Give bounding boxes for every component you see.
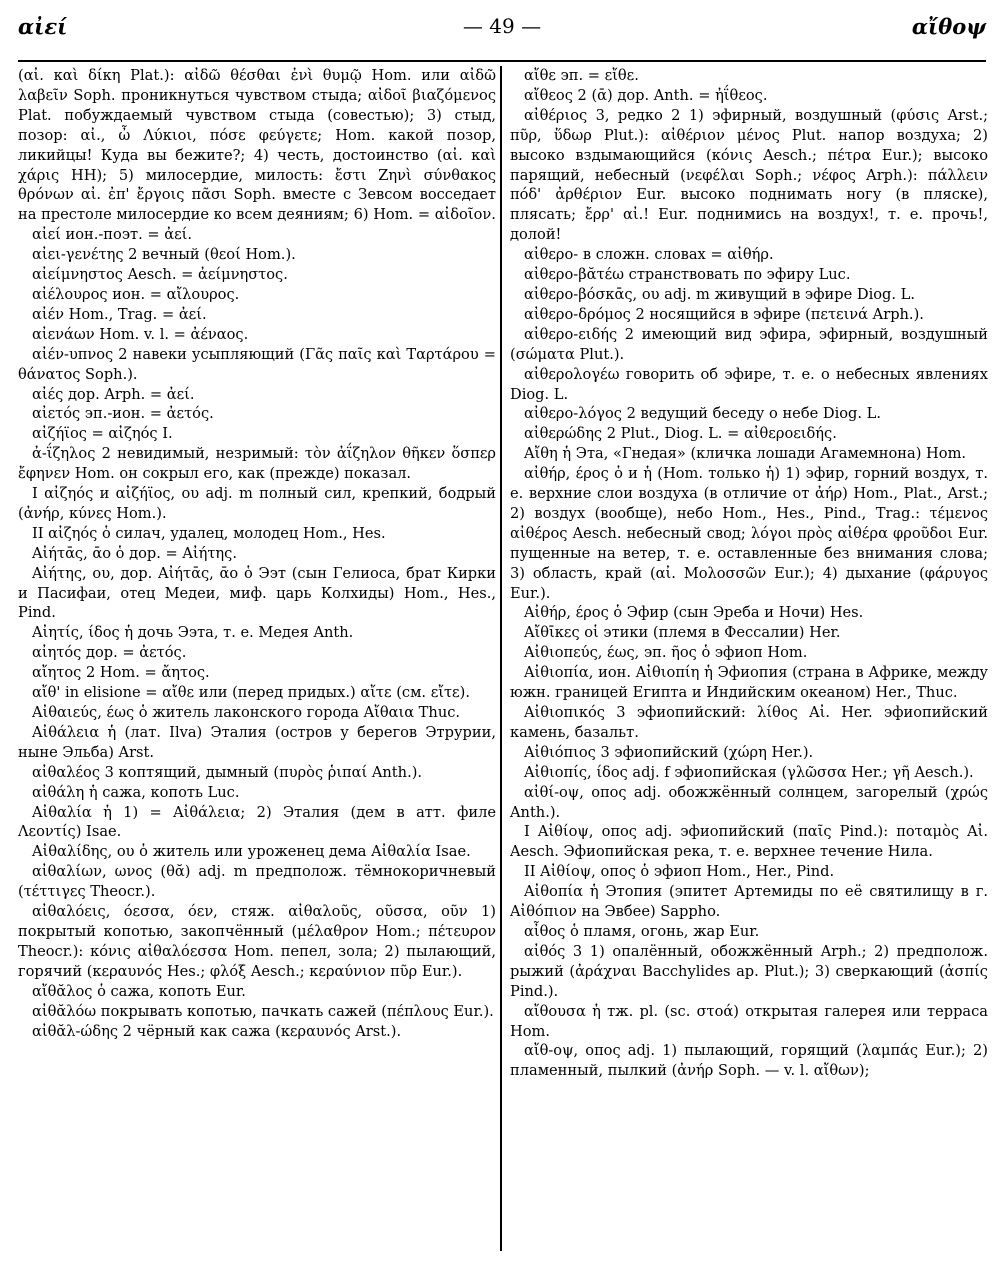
- dictionary-entry: αἰενάων Hom. v. l. = ἀέναος.: [32, 325, 249, 343]
- dictionary-entry: αἰθᾰλόω покрывать копотью, пачкать сажей (πέπλους Eur.).: [32, 1002, 494, 1020]
- dictionary-entry: αἰθερο-λόγος 2 ведущий беседу о небе Diog. L.: [524, 405, 881, 423]
- dictionary-entry: Αἴθη ἡ Эта, «Гнедая» (кличка лошади Агамемнона) Hom.: [524, 445, 967, 463]
- dictionary-entry: αἰείμνηστος Aesch. = ἀείμνηστος.: [32, 266, 288, 284]
- dictionary-entry: αἰθερο-ειδής 2 имеющий вид эфира, эфирный, воздушный (σώματα Plut.).: [510, 325, 988, 363]
- dictionary-entry: αἴθεος 2 (ᾱ) дор. Anth. = ἠΐθεος.: [524, 86, 768, 104]
- dictionary-entry: Αἰθιοπίς, ίδος adj. f эфиопийская (γλῶσσα Her.; γῆ Aesch.).: [524, 763, 974, 781]
- dictionary-entry: αἴθ-οψ, οπος adj. 1) пылающий, горящий (λαμπάς Eur.); 2) пламенный, пылкий (ἀνήρ Soph. — v. l. αἴθων);: [510, 1042, 988, 1080]
- dictionary-entry: αἰθάλη ἡ сажа, копоть Luc.: [32, 783, 240, 801]
- dictionary-entry: ἀ-ΐζηλος 2 невидимый, незримый: τὸν ἀΐζηλον θῆκεν ὅσπερ ἔφηνεν Hom. он сокрыл его, как (прежде) показал.: [18, 445, 496, 483]
- left-running-headword: αἰεί: [18, 14, 68, 39]
- dictionary-entry: Αἴθῑκες οἱ этики (племя в Фессалии) Her.: [524, 624, 841, 642]
- dictionary-entry: αἰει-γενέτης 2 вечный (θεοί Hom.).: [32, 246, 296, 264]
- dictionary-entry: αἰθερο-βᾰτέω странствовать по эфиру Luc.: [524, 266, 851, 284]
- left-column: [18, 66, 496, 1041]
- dictionary-entry: αἰθᾰλ-ώδης 2 чёрный как сажа (κεραυνός Arst.).: [32, 1022, 402, 1040]
- dictionary-entry: Αἰθιοπεύς, έως, эп. ῆος ὁ эфиоп Hom.: [524, 644, 808, 662]
- right-column: [510, 66, 988, 1081]
- dictionary-entry: αἰθαλίων, ωνος (θᾰ) adj. m предполож. тёмнокоричневый (τέττιγες Theocr.).: [18, 863, 496, 901]
- dictionary-entry: αἰθερο-δρόμος 2 носящийся в эфире (πετεινά Arph.).: [524, 305, 924, 323]
- dictionary-entry: I Αἰθίοψ, οπος adj. эфиопийский (παῖς Pind.): ποταμὸς Αἰ. Aesch. Эфиопийская река, т. е. верхнее течение Нила.: [510, 823, 988, 861]
- column-divider: [500, 66, 502, 1251]
- dictionary-entry: (αἰ. καὶ δίκη Plat.): αἰδῶ θέσθαι ἐνὶ θυμῷ Hom. или αἰδῶ λαβεῖν Soph. проникнуться чувством стыда; αἰδοῖ βιαζόμενος Plat. побуждаемый чувством стыда (совестью); 3) стыд, позор: αἰ., ὦ Λύκιοι, πόσε φεύγετε; Hom. какой позор, ликийцы! Куда вы бежите?; 4) честь, достоинство (αἰ. καὶ χάρις HH); 5) милосердие, милость: ἔστι Ζηνὶ σύνθακος θρόνων αἰ. ἐπ' ἔργοις πᾶσι Soph. вместе с Зевсом восседает на престоле милосердие ко всем деяниям; 6) Hom. = αἰδοῖον.: [18, 67, 496, 224]
- dictionary-entry: Αἰθήρ, έρος ὁ Эфир (сын Эреба и Ночи) Hes.: [524, 604, 864, 622]
- dictionary-entry: Αἰθοπία ἡ Этопия (эпитет Артемиды по её святилищу в г. Αἰθόπιον на Эвбее) Sappho.: [510, 883, 988, 921]
- dictionary-entry: αἰθαλόεις, όεσσα, όεν, стяж. αἰθαλοῦς, οῦσσα, οῦν 1) покрытый копотью, закопчённый (μέλαθρον Hom.; πέτευρον Theocr.): κόνις αἰθαλόεσσα Hom. пепел, зола; 2) пылающий, горячий (κεραυνός Hes.; φλόξ Aesch.; κεραύνιον πῦρ Eur.).: [18, 903, 496, 980]
- dictionary-entry: Αἰθιοπικός 3 эфиопийский: λίθος Αἰ. Her. эфиопийский камень, базальт.: [510, 704, 988, 741]
- dictionary-entry: Αἰθιοπία, ион. Αἰθιοπίη ἡ Эфиопия (страна в Африке, между южн. границей Египта и Индийским океаном) Her., Thuc.: [510, 664, 988, 702]
- dictionary-entry: II Αἰθίοψ, οπος ὁ эфиоп Hom., Her., Pind.: [524, 863, 835, 881]
- page-header: [18, 14, 986, 44]
- dictionary-entry: αἰέλουρος ион. = αἴλουρος.: [32, 285, 240, 303]
- dictionary-entry: II αἰζηός ὁ силач, удалец, молодец Hom., Hes.: [32, 524, 386, 542]
- dictionary-entry: Αἰήτᾱς, ᾱο ὁ дор. = Αἰήτης.: [32, 544, 237, 562]
- right-running-headword: αἴθοψ: [911, 14, 986, 39]
- dictionary-entry: αἰθερο-βόσκᾱς, ου adj. m живущий в эфире Diog. L.: [524, 285, 915, 303]
- dictionary-entry: Αἰητίς, ίδος ἡ дочь Ээта, т. е. Медея Anth.: [32, 624, 354, 642]
- dictionary-entry: αἰετός эп.-ион. = ἀετός.: [32, 405, 214, 423]
- dictionary-entry: αἰθήρ, έρος ὁ и ἡ (Hom. только ἡ) 1) эфир, горний воздух, т. е. верхние слои воздуха (в отличие от ἀήρ) Hom., Plat., Arst.; 2) воздух (вообще), небо Hom., Hes., Pind., Trag.: τέμενος αἰθέρος Aesch. небесный свод; λόγοι πρὸς αἰθέρα φροῦδοι Eur. пущенные на ветер, т. е. оставленные без внимания слова; 3) область, край (αἰ. Μολοσσῶν Eur.); 4) дыхание (φάρυγος Eur.).: [510, 465, 988, 602]
- dictionary-entry: αἰζήϊος = αἰζηός I.: [32, 425, 173, 443]
- dictionary-entry: αἰθερώδης 2 Plut., Diog. L. = αἰθεροειδής.: [524, 425, 837, 443]
- dictionary-entry: αἴθᾰλος ὁ сажа, копоть Eur.: [32, 982, 246, 1000]
- dictionary-entry: αἶθος ὁ пламя, огонь, жар Eur.: [524, 922, 760, 940]
- dictionary-entry: αἰές дор. Arph. = ἀεί.: [32, 385, 195, 403]
- dictionary-entry: Αἰθάλεια ἡ (лат. Ilva) Эталия (остров у берегов Этрурии, ныне Эльба) Arst.: [18, 723, 496, 761]
- dictionary-entry: αἰθός 3 1) опалённый, обожжённый Arph.; 2) предполож. рыжий (ἀράχναι Bacchylides ap. Plut.); 3) сверкающий (ἀσπίς Pind.).: [510, 942, 988, 1000]
- dictionary-entry: I αἰζηός и αἰζήϊος, ου adj. m полный сил, крепкий, бодрый (ἀνήρ, κύνες Hom.).: [18, 485, 496, 522]
- dictionary-entry: αἰθαλέος 3 коптящий, дымный (πυρὸς ῥιπαί Anth.).: [32, 763, 423, 781]
- dictionary-entry: Αἰθαλίδης, ου ὁ житель или уроженец дема Αἰθαλία Isae.: [32, 843, 471, 861]
- dictionary-entry: αἴητος 2 Hom. = ἄητος.: [32, 664, 210, 682]
- dictionary-entry: Αἰθαλία ἡ 1) = Αἰθάλεια; 2) Эталия (дем в атт. филе Λεοντίς) Isae.: [18, 803, 496, 841]
- dictionary-entry: Αἰήτης, ου, дор. Αἰήτᾱς, ᾱο ὁ Ээт (сын Гелиоса, брат Кирки и Пасифаи, отец Медеи, миф. царь Колхиды) Hom., Hes., Pind.: [18, 564, 496, 622]
- dictionary-entry: αἰθί-οψ, οπος adj. обожжённый солнцем, загорелый (χρώς Anth.).: [510, 783, 988, 821]
- dictionary-entry: Αἰθιόπιος 3 эфиопийский (χώρη Her.).: [524, 743, 814, 761]
- dictionary-entry: αἰέν Hom., Trag. = ἀεί.: [32, 305, 207, 323]
- page-number: — 49 —: [462, 14, 542, 38]
- dictionary-entry: αἰθερολογέω говорить об эфире, т. е. о небесных явлениях Diog. L.: [510, 365, 988, 403]
- dictionary-entry: αἴθουσα ἡ тж. pl. (sc. στοά) открытая галерея или терраса Hom.: [510, 1002, 988, 1040]
- dictionary-entry: αἰητός дор. = ἀετός.: [32, 644, 187, 662]
- dictionary-entry: αἰθερο- в сложн. словах = αἰθήρ.: [524, 246, 774, 264]
- dictionary-entry: Αἰθαιεύς, έως ὁ житель лаконского города Αἴθαια Thuc.: [32, 704, 461, 721]
- dictionary-entry: αἰέν-υπνος 2 навеки усыпляющий (Γᾶς παῖς καὶ Ταρτάρου = θάνατος Soph.).: [18, 345, 496, 383]
- dictionary-entry: αἰεί ион.-поэт. = ἀεί.: [32, 226, 192, 244]
- header-rule: [18, 60, 986, 62]
- dictionary-entry: αἰθέριος 3, редко 2 1) эфирный, воздушный (φύσις Arst.; πῦρ, ὕδωρ Plut.): αἰθέριον μένος Plut. напор воздуха; 2) высоко вздымающийся (κόνις Aesch.; πέτρα Eur.); высоко парящий, небесный (νεφέλαι Soph.; νέφος Arph.): πάλλειν πόδ' ἀρθέριον Eur. высоко поднимать ногу (в пляске), плясать; ἔρρ' αἰ.! Eur. поднимись на воздух!, т. е. прочь!, долой!: [510, 106, 988, 244]
- dictionary-entry: αἴθ' in elisione = αἴθε или (перед придых.) αἴτε (см. εἴτε).: [32, 684, 470, 702]
- dictionary-entry: αἴθε эп. = εἴθε.: [524, 67, 639, 84]
